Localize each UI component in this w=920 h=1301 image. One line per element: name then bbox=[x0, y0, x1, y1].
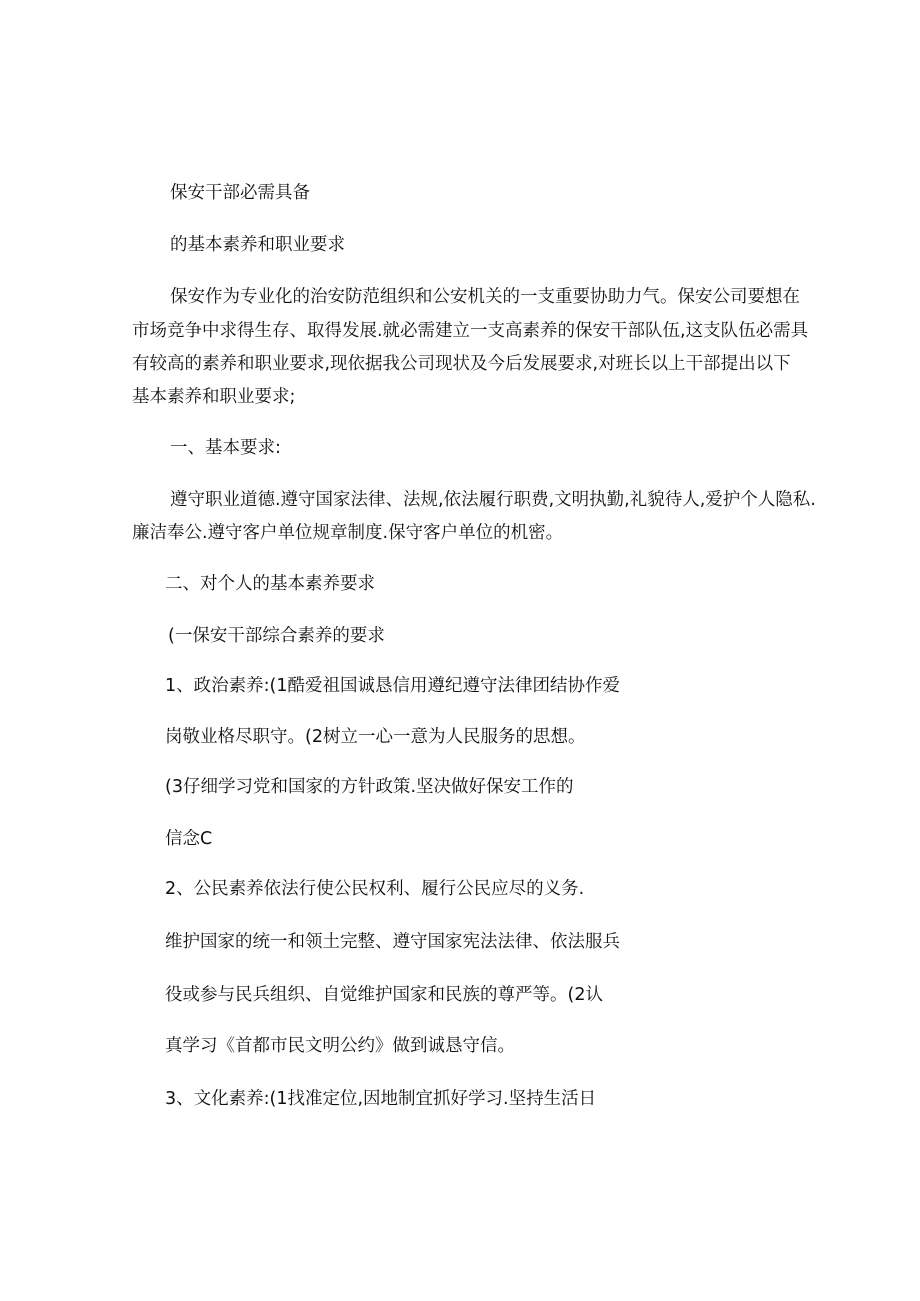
section-1-heading: 一、基本要求: bbox=[170, 438, 281, 458]
section-1-body-line: 遵守职业道德.遵守国家法律、法规,依法履行职费,文明执勤,礼貌待人,爱护个人隐私. bbox=[170, 490, 816, 510]
intro-paragraph-line: 市场竞争中求得生存、取得发展.就必需建立一支高素养的保安干部队伍,这支队伍必需具 bbox=[132, 321, 809, 341]
item-3-line: 3、文化素养:(1找准定位,因地制宜抓好学习.坚持生活日 bbox=[165, 1089, 597, 1109]
item-1-line: (3仔细学习党和国家的方针政策.坚决做好保安工作的 bbox=[165, 777, 574, 797]
item-2-line: 2、公民素养依法行使公民权利、履行公民应尽的义务. bbox=[165, 879, 585, 899]
document-title-line-2: 的基本素养和职业要求 bbox=[170, 235, 345, 255]
item-1-line: 岗敬业格尽职守。(2树立一心一意为人民服务的思想。 bbox=[165, 727, 586, 747]
intro-paragraph-line: 有较高的素养和职业要求,现依据我公司现状及今后发展要求,对班长以上干部提出以下 bbox=[132, 354, 791, 374]
item-2-line: 真学习《首都市民文明公约》做到诚恳守信。 bbox=[165, 1036, 515, 1056]
intro-paragraph-line: 保安作为专业化的治安防范组织和公安机关的一支重要协助力气。保安公司要想在 bbox=[170, 287, 800, 307]
item-2-line: 役或参与民兵组织、自觉维护国家和民族的尊严等。(2认 bbox=[165, 985, 603, 1005]
item-2-line: 维护国家的统一和领土完整、遵守国家宪法法律、依法服兵 bbox=[165, 932, 620, 952]
item-1-line: 1、政治素养:(1酷爱祖国诚恳信用遵纪遵守法律团结协作爱 bbox=[165, 676, 620, 696]
section-1-body-line: 廉洁奉公.遵守客户单位规章制度.保守客户单位的机密。 bbox=[132, 523, 564, 543]
sub-heading: (一保安干部综合素养的要求 bbox=[168, 626, 385, 646]
section-2-heading: 二、对个人的基本素养要求 bbox=[165, 574, 375, 594]
document-title-line-1: 保安干部必需具备 bbox=[170, 183, 310, 203]
intro-paragraph-line: 基本素养和职业要求; bbox=[132, 387, 296, 407]
item-1-line: 信念C bbox=[165, 829, 213, 849]
